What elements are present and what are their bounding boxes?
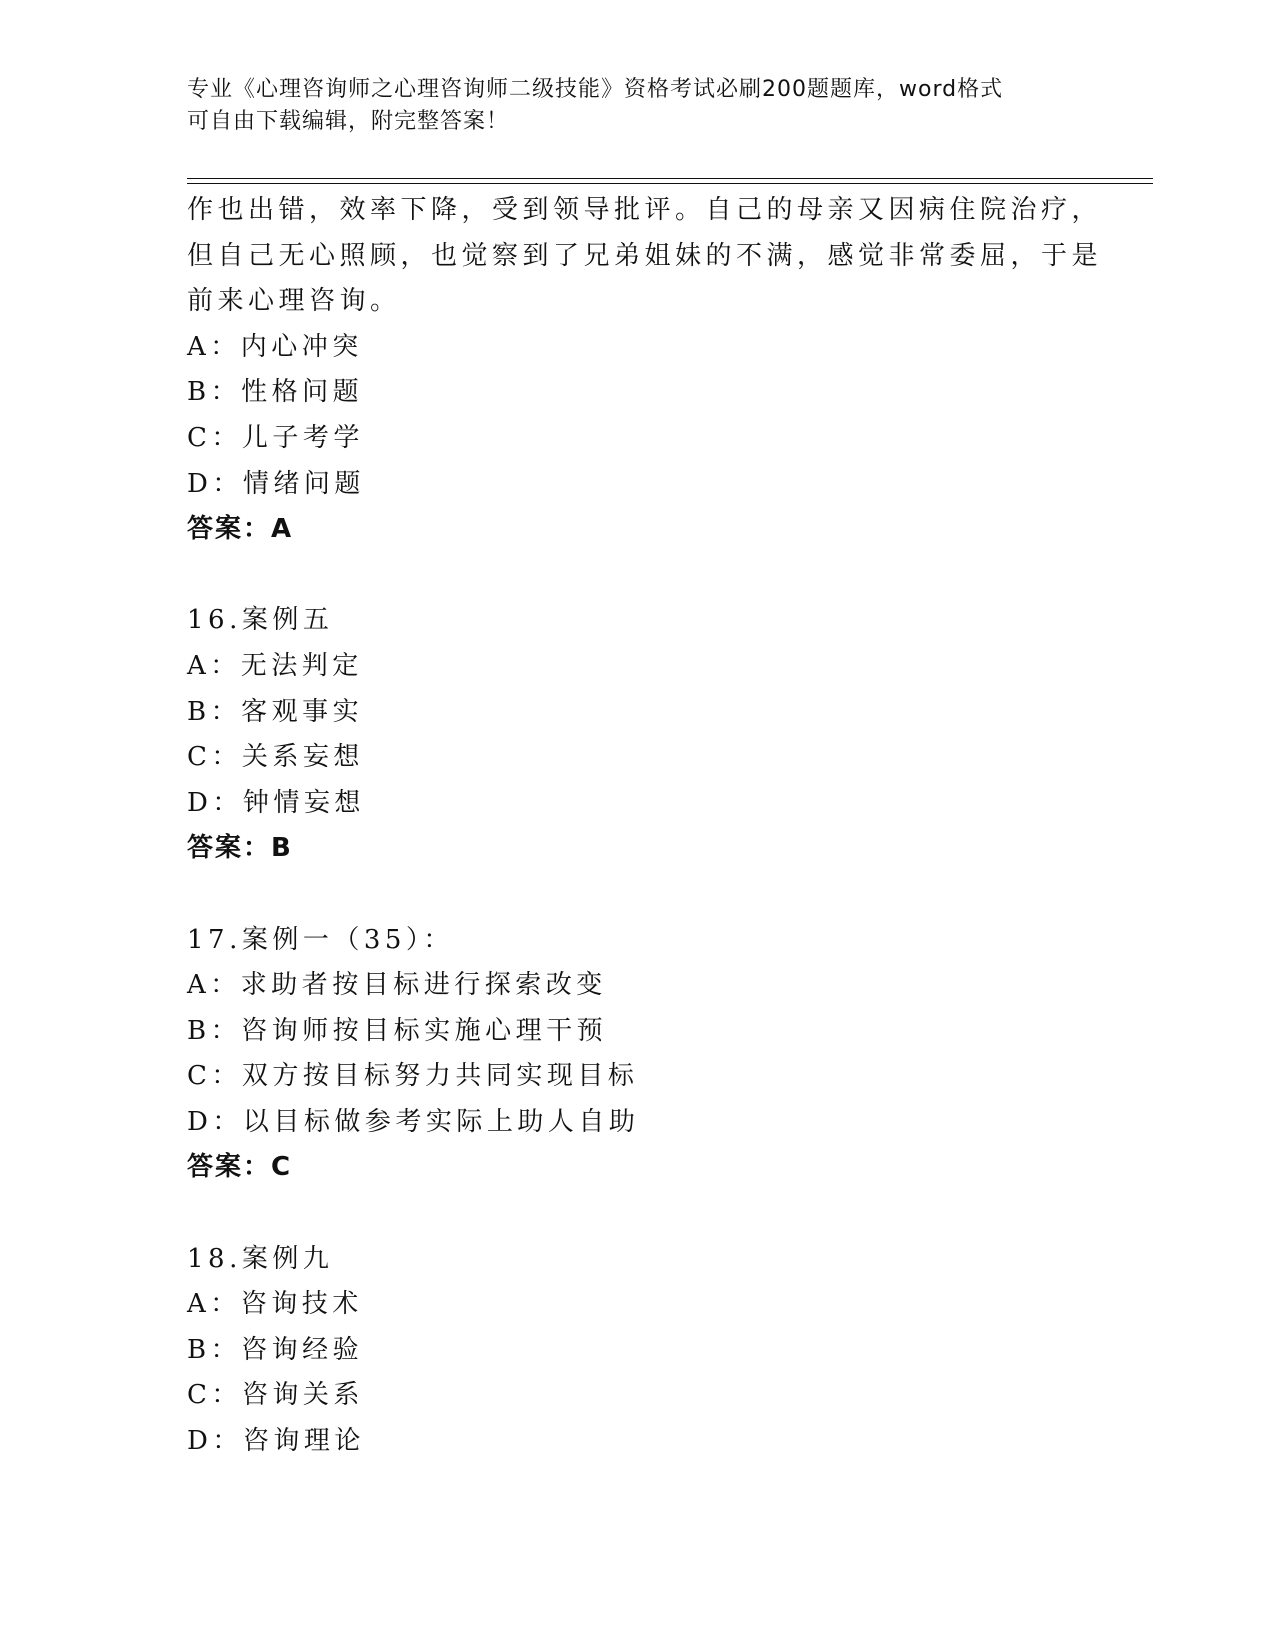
option-a: A：内心冲突 (187, 331, 363, 362)
spacer (187, 1191, 1087, 1237)
question-stem-line: 但自己无心照顾，也觉察到了兄弟姐妹的不满，感觉非常委屈，于是 (187, 240, 1103, 271)
answer-line: 答案：A (187, 514, 294, 545)
answer-line: 答案：C (187, 1152, 293, 1183)
option-b: B：客观事实 (187, 696, 364, 727)
option-a: A：咨询技术 (187, 1289, 363, 1320)
answer-line: 答案：B (187, 833, 293, 864)
question-stem-line: 前来心理咨询。 (187, 286, 401, 317)
option-d: D：咨询理论 (187, 1426, 365, 1457)
document-header (187, 74, 1087, 138)
header-title-line-1: 专业《心理咨询师之心理咨询师二级技能》资格考试必刷200题题库，word格式 (187, 77, 1004, 102)
question-title: 17.案例一（35）： (187, 924, 454, 955)
spacer (187, 553, 1087, 599)
option-c: C：咨询关系 (187, 1380, 364, 1411)
option-a: A：无法判定 (187, 650, 363, 681)
question-title: 16.案例五 (187, 605, 334, 636)
header-title-line-2: 可自由下载编辑，附完整答案！ (187, 109, 510, 134)
option-d: D：以目标做参考实际上助人自助 (187, 1106, 640, 1137)
option-d: D：钟情妄想 (187, 787, 365, 818)
header-divider-top (187, 178, 1153, 179)
question-17 (187, 918, 1087, 1192)
question-title: 18.案例九 (187, 1243, 334, 1274)
option-b: B：咨询经验 (187, 1334, 364, 1365)
option-a: A：求助者按目标进行探索改变 (187, 970, 607, 1001)
header-divider-bottom (187, 183, 1153, 184)
question-15-continuation (187, 188, 1103, 553)
option-d: D：情绪问题 (187, 468, 365, 499)
option-c: C：双方按目标努力共同实现目标 (187, 1061, 639, 1092)
question-stem-line: 作也出错，效率下降，受到领导批评。自己的母亲又因病住院治疗， (187, 195, 1103, 225)
spacer (187, 872, 1087, 918)
question-16 (187, 598, 1087, 872)
option-c: C：关系妄想 (187, 742, 364, 773)
option-c: C：儿子考学 (187, 422, 364, 453)
option-b: B：咨询师按目标实施心理干预 (187, 1015, 608, 1046)
question-18 (187, 1237, 1087, 1465)
option-b: B：性格问题 (187, 377, 364, 408)
document-body (187, 188, 1103, 1465)
